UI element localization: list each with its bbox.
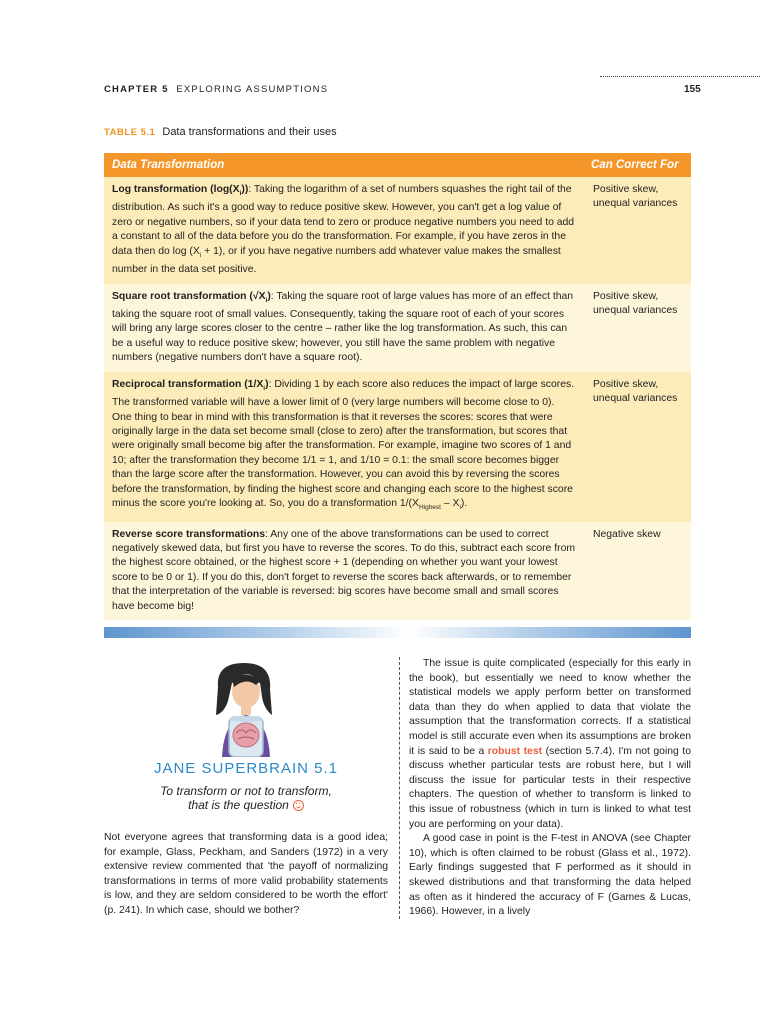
table-row [104, 372, 691, 522]
transformation-desc: : Taking the square root of large values has more of an effect than taking the square root of small values. Consequently, taking the square root of each of your scores will bring any large scores closer to the centre – rather like the log transformation. As such, this can be a useful way to reduce positive skew; however, you still have the same problem with negative numbers (negative numbers don't have a square root). [112, 290, 574, 364]
table-caption-text: Data transformations and their uses [162, 126, 337, 138]
paragraph: A good case in point is the F-test in ANOVA (see Chapter 10), which is often claimed to be robust (Glass et al., 1972). Early findings suggested that F performed as it should in skewed distributions and that transforming the data helped as often as it hindered the accuracy of F (Games & Lucas, 1966). However, in a lively [409, 833, 691, 918]
column-divider [399, 657, 400, 919]
robust-test-term: robust test [487, 745, 543, 757]
table-row [104, 522, 691, 620]
corrects-cell: Positive skew, unequal variances [583, 284, 691, 372]
smiley-icon [293, 800, 304, 811]
jane-superbrain-illustration [196, 657, 296, 757]
paragraph: The issue is quite complicated (especially for this early in the book), but essentially we need to know whether the statistical models we apply perform better on transformed data than they do when applied to data that violate the assumption that the transformation corrects. If a statistical model is still accurate even when its assumptions are broken it is said to be a robust test (section 5.7.4). I'm not going to discuss whether particular tests are robust here, but I will discuss the issue for particular tests in their respective chapters. The question of whether to transform is linked to this issue of robustness (which in turn is linked to what test you are performing on your data). [409, 658, 691, 830]
col-header-transformation: Data Transformation [104, 153, 583, 177]
box-left-text: Not everyone agrees that transforming data is a good idea; for example, Glass, Peckham, and Sanders (1972) in a very extensive review commented that 'the payoff of normalizing transformations in terms of more valid probability statements is low, and they are seldom considered to be worth the effort' (p. 241). In which case, should we bother? [104, 832, 388, 916]
chapter-title: EXPLORING ASSUMPTIONS [176, 84, 329, 95]
col-header-corrects: Can Correct For [583, 153, 691, 177]
transformation-cell: Log transformation $(\log(X_i))$: Taking the logarithm of a set of numbers squashes the right tail of the distribution. As such it's a good way to reduce positive skew. However, you can't get a log value of zero or negative numbers, so if your data tend to zero or produce negative numbers you need to add a constant to all of the data before you do the transformation. For example, if you have zeros in the data then do $\log (X_i + 1)$, or if you have negative numbers add whatever value makes the smallest number in the data set positive. [104, 177, 583, 284]
box-subtitle: To transform or not to transform, that is the question [160, 784, 332, 812]
transformation-name: Reciprocal transformation $(1/X_i)$ [112, 378, 269, 392]
transformation-desc: : Dividing 1 by each score also reduces the impact of large scores. The transformed variable will have a lower limit of 0 (very large numbers will become close to 0). One thing to bear in mind with this transformation is that it reverses the scores: scores that were originally large in the data set become small (close to zero) after the transformation, but scores that were originally small become big after the transformation. For example, imagine two scores of 1 and 10; after the transformation they become 1/1 = 1, and 1/10 = 0.1: the small score becomes bigger than the large score after the transformation. However, you can avoid this by reversing the scores before the transformation, by finding the highest score and changing each score to the highest score minus the score you're looking at. So, you do a transformation 1/(X [112, 378, 575, 510]
transformation-name: Square root transformation $(√X_i)$ [112, 290, 271, 304]
running-header [104, 84, 328, 95]
corrects-cell: Positive skew, unequal variances [583, 372, 691, 522]
table-label: TABLE 5.1 [104, 127, 156, 138]
transformation-cell [104, 284, 583, 372]
section-divider-bar [104, 627, 691, 638]
corrects-cell: Positive skew, unequal variances [583, 177, 691, 284]
corrects-cell: Negative skew [583, 522, 691, 620]
box-right-text [409, 657, 691, 920]
box-title: JANE SUPERBRAIN 5.1 [153, 760, 339, 777]
transformation-name: Log transformation $(\log(X_i))$ [112, 184, 249, 198]
transformation-name: Reverse score transformations [112, 528, 266, 540]
table-row [104, 177, 691, 284]
table-header-row [104, 153, 691, 177]
transformation-desc: : Taking the logarithm of a set of numbers squashes the right tail of the distribution. As such it's a good way to reduce positive skew. However, you can't get a log value of zero or negative numbers, so if your data tend to zero or produce negative numbers you need to add a constant to all of the data before you do the transformation. For example, if you have zeros in the data then do log (X [112, 184, 575, 257]
transformation-cell [104, 522, 583, 620]
header-rule [600, 76, 760, 77]
page-number: 155 [684, 84, 701, 95]
transformation-desc: : Any one of the above transformations can be used to correct negatively skewed data, but first you have to reverse the scores. To do this, subtract each score from the highest score obtained, or the highest score + 1 (depending on whether you want your lowest score to be 0 or 1). If you do this, don't forget to reverse the scores back afterwards, or to remember that the interpretation of the variable is reversed: big scores have become small and small scores have become big! [112, 528, 576, 612]
transformation-cell: Reciprocal transformation $(1/X_i)$: Dividing 1 by each score also reduces the impact of large scores. The transformed variable will have a lower limit of 0 (very large numbers will become close to 0). One thing to bear in mind with this transformation is that it reverses the scores: scores that were originally large in the data set become small (close to zero) after the transformation, but scores that were originally small become big after the transformation. For example, imagine two scores of 1 and 10; after the transformation they become 1/1 = 1, and 1/10 = 0.1: the small score becomes bigger than the large score after the transformation. However, you can avoid this by reversing the scores before the transformation, by finding the highest score and changing each score to the highest score minus the score you're looking at. So, you do a transformation $1/(X_{Highest} - X_i)$. [104, 372, 583, 522]
chapter-label: CHAPTER 5 [104, 84, 169, 95]
table-caption [104, 126, 337, 138]
transformations-table [104, 153, 691, 620]
table-row [104, 284, 691, 372]
